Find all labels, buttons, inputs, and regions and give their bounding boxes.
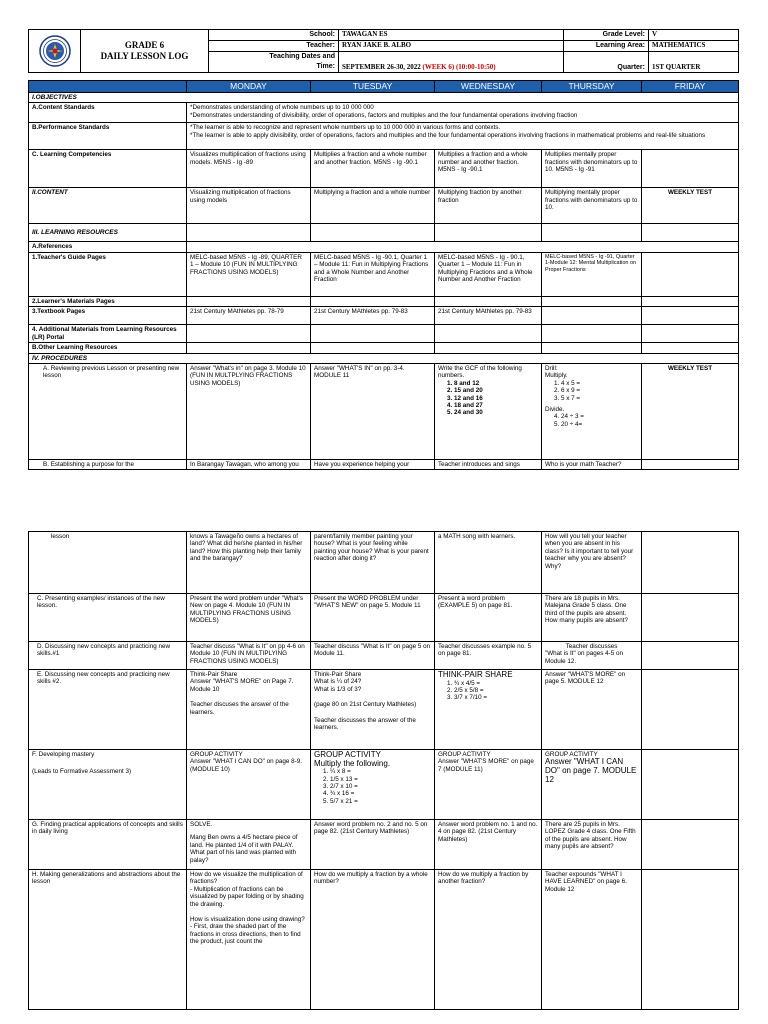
f-tue-item: 2. 1/5 x 13 = <box>330 776 431 783</box>
resources-cell-mon <box>187 224 311 242</box>
lm-tue <box>311 296 435 306</box>
dates-text: SEPTEMBER 26-30, 2022 <box>342 63 421 71</box>
day-monday: MONDAY <box>187 81 311 93</box>
e-tue-line1: Think-Pair Share <box>314 671 362 678</box>
multiply-item: 1. 4 x 5 = <box>561 380 638 387</box>
textbook-label: 3.Textbook Pages <box>29 307 187 325</box>
dates-week: (WEEK 6) (10:00-10:50) <box>422 63 496 71</box>
proc-h-friday <box>642 870 739 1010</box>
lm-wed <box>435 296 542 306</box>
lm-mon <box>187 296 311 306</box>
e-mon-line2: Answer "WHAT'S MORE" on Page 7. Module 10 <box>190 678 294 693</box>
dates-label-1: Teaching Dates and <box>209 52 339 63</box>
proc-a-wed-intro: Write the GCF of the following numbers. <box>438 365 522 380</box>
content-standard-1: *Demonstrates understanding of whole numbers up to 10 000 000 <box>190 104 374 112</box>
content-standards-label: A.Content Standards <box>29 103 187 123</box>
proc-f-friday <box>642 750 739 820</box>
f-label-1: F. Developing mastery <box>32 751 95 758</box>
learning-area-value: MATHEMATICS <box>649 41 739 52</box>
proc-d-thu-line2: "What is It" on pages 4-5 on Module 12. <box>545 650 623 665</box>
performance-standard-1: *The learner is able to recognize and represent whole numbers up to 10 000 000 in various forms and contexts. <box>190 124 501 132</box>
proc-b-label-top: B. Establishing a purpose for the <box>29 460 187 470</box>
multiply-list <box>545 380 638 402</box>
proc-f-tuesday <box>311 750 435 820</box>
proc-e-friday <box>642 670 739 750</box>
proc-f-label <box>29 750 187 820</box>
e-tue-line3: What is 1/3 of 3? <box>314 685 362 693</box>
proc-c-label: C. Presenting examples/ instances of the new lesson. <box>29 594 187 642</box>
proc-d-monday: Teacher discuss "What is It" on pp 4-6 on Module 10 (FUN IN MULTIPLYING FRACTIONS USING MODELS) <box>187 642 311 670</box>
day-tuesday: TUESDAY <box>311 81 435 93</box>
tb-tuesday: 21st Century MAthletes pp. 79-83 <box>311 307 435 325</box>
f-tue-line2: Multiply the following. <box>314 758 391 768</box>
proc-e-thursday: Answer "WHAT'S MORE" on page 5. MODULE 12 <box>542 670 642 750</box>
deped-seal-icon <box>39 35 71 67</box>
f-mon-line2: Answer "WHAT I CAN DO" on page 8-9. (MODULE 10) <box>190 758 303 773</box>
proc-e-tuesday <box>311 670 435 750</box>
proc-f-monday <box>187 750 311 820</box>
proc-b-tue-bottom: parent/family member painting your house? What is your feeling while painting your house? What is your parent reaction after doing it? <box>311 532 435 594</box>
performance-standards-value <box>187 123 739 150</box>
tg-friday <box>642 252 739 296</box>
other-fri <box>642 343 739 353</box>
teachers-guide-label: 1.Teacher's Guide Pages <box>29 252 187 296</box>
f-tue-item: 4. ¾ x 16 = <box>330 790 431 797</box>
multiply-item: 3. 5 x 7 = <box>561 395 638 402</box>
proc-b-wed-bottom: a MATH song with learners. <box>435 532 542 594</box>
f-thu-line2: Answer "WHAT I CAN DO" on page 7. MODULE 12 <box>545 757 637 784</box>
proc-c-friday <box>642 594 739 642</box>
day-friday: FRIDAY <box>642 81 739 93</box>
gcf-list <box>438 380 538 417</box>
grade-level-label: Grade Level: <box>564 30 649 41</box>
divide-item: 4. 24 ÷ 3 = <box>561 413 638 420</box>
h-mon-line4: - First, draw the shaded part of the fractions in cross directions, then to find the product, just count the <box>190 923 301 946</box>
day-wednesday: WEDNESDAY <box>435 81 542 93</box>
competency-tuesday: Multiplies a fraction and a whole number and another fraction. M5NS - Ig -90.1 <box>311 150 435 188</box>
proc-c-thursday: There are 18 pupils in Mrs. Malejana Grade 5 class. One third of the pupils are absent. How many pupils are absent? <box>542 594 642 642</box>
header-title-block <box>81 30 209 73</box>
additional-materials-label: 4. Additional Materials from Learning Resources (LR) Portal <box>29 325 187 343</box>
learners-materials-label: 2.Learner's Materials Pages <box>29 296 187 306</box>
proc-g-friday <box>642 820 739 870</box>
f-mon-line1: GROUP ACTIVITY <box>190 751 243 758</box>
tg-tuesday: MELC-based M5NS - Ig -90.1, Quarter 1 – Module 11: Fun in Multiplying Fractions and a Whole Number and Another Fraction <box>311 252 435 296</box>
e-tue-line4: (page 80 on 21st Century Mathletes) <box>314 701 417 709</box>
tb-fri <box>642 307 739 325</box>
competencies-label: C. Learning Competencies <box>29 150 187 188</box>
lm-thu <box>542 296 642 306</box>
e-wed-item: 1. ¾ x 4/5 = <box>454 680 538 687</box>
proc-g-label: G. Finding practical applications of concepts and skills in daily living <box>29 820 187 870</box>
multiply-item: 2. 6 x 9 = <box>561 387 638 394</box>
f-wed-line2: Answer "WHAT'S MORE" on page 7 (MODULE 11) <box>438 758 534 773</box>
proc-a-label: A. Reviewing previous Lesson or presenting new lesson <box>29 364 187 460</box>
content-wednesday: Multiplying fraction by another fraction <box>435 188 542 224</box>
add-tue <box>311 325 435 343</box>
content-standards-value <box>187 103 739 123</box>
day-header-row <box>29 81 739 93</box>
references-label: A.References <box>29 242 187 252</box>
proc-g-monday <box>187 820 311 870</box>
resources-cell-tue <box>311 224 435 242</box>
e-wed-line1: THINK-PAIR SHARE <box>438 670 513 679</box>
proc-a-tuesday: Answer "WHAT'S IN" on pp. 3-4. MODULE 11 <box>311 364 435 460</box>
gcf-item: 4. 18 and 27 <box>454 402 538 409</box>
proc-e-monday <box>187 670 311 750</box>
proc-c-wednesday: Present a word problem (EXAMPLE 5) on page 81. <box>435 594 542 642</box>
divide-list <box>545 413 638 428</box>
proc-f-wednesday <box>435 750 542 820</box>
content-friday: WEEKLY TEST <box>642 188 739 224</box>
add-thu <box>542 325 642 343</box>
teacher-value: RYAN JAKE B. ALBO <box>339 41 564 52</box>
proc-f-thursday <box>542 750 642 820</box>
f-tue-line1: GROUP ACTIVITY <box>314 750 381 759</box>
proc-e-wednesday <box>435 670 542 750</box>
proc-a-thursday <box>542 364 642 460</box>
proc-h-monday <box>187 870 311 1010</box>
f-label-2: (Leads to Formative Assessment 3) <box>32 768 132 776</box>
grade-level-value: V <box>649 30 739 41</box>
h-mon-line2: - Multiplication of fractions can be visualized by paper folding or by shading the drawing. <box>190 885 304 908</box>
proc-b-wed-top: Teacher introduces and sings <box>435 460 542 470</box>
f-tue-item: 5. 5/7 x 21 = <box>330 798 431 805</box>
proc-d-label: D. Discussing new concepts and practicing new skills.#1 <box>29 642 187 670</box>
learning-area-label: Learning Area: <box>564 41 649 52</box>
e-tue-line5: Teacher discusses the answer of the learners. <box>314 716 416 732</box>
f-tue-list <box>314 768 431 805</box>
school-label: School: <box>209 30 339 41</box>
proc-e-label: E. Discussing new concepts and practicing new skills #2. <box>29 670 187 750</box>
h-mon-line3: How is visualization done using drawing? <box>190 916 305 924</box>
divide-label: Divide. <box>545 406 565 414</box>
proc-d-thu-line1: Teacher discusses <box>565 643 618 650</box>
content-label: II.CONTENT <box>29 188 187 224</box>
dates-label-2: Time: <box>209 62 339 73</box>
g-mon-line1: SOLVE. <box>190 821 213 828</box>
f-tue-item: 3. 2/7 x 10 = <box>330 783 431 790</box>
e-wed-item: 3. 3/7 x 7/10 = <box>454 694 538 701</box>
day-header-blank <box>29 81 187 93</box>
proc-d-wednesday: Teacher discusses example no. 5 on page 81. <box>435 642 542 670</box>
e-wed-list <box>438 680 538 702</box>
grade-title: GRADE 6 <box>124 40 165 50</box>
proc-d-thursday <box>542 642 642 670</box>
competency-thursday: Multiplies mentally proper fractions with denominators up to 10. M5NS - Ig -91 <box>542 150 642 188</box>
proc-d-tuesday: Teacher discuss "What is It" on page 5 on Module 11. <box>311 642 435 670</box>
proc-h-label: H. Making generalizations and abstractions about the lesson <box>29 870 187 1010</box>
competency-monday: Visualizes multiplication of fractions using models. M5NS - Ig -89 <box>187 150 311 188</box>
proc-c-tuesday: Present the WORD PROBLEM under "WHAT'S NEW" on page 5. Module 11 <box>311 594 435 642</box>
resources-cell-thu <box>542 224 642 242</box>
f-wed-line1: GROUP ACTIVITY <box>438 751 491 758</box>
tb-monday: 21st Century MAthletes pp. 78-79 <box>187 307 311 325</box>
e-wed-item: 2. 2/5 x 5/8 = <box>454 687 538 694</box>
gcf-item: 5. 24 and 30 <box>454 409 538 416</box>
drill-label: Drill: <box>545 365 558 373</box>
quarter-label: Quarter: <box>564 52 649 73</box>
e-mon-line1: Think-Pair Share <box>190 671 238 678</box>
tg-monday: MELC-based M5NS - Ig -89, QUARTER 1 – Module 10 (FUN IN MULTIPLYING FRACTIONS USING MODELS) <box>187 252 311 296</box>
proc-b-fri-bottom <box>642 532 739 594</box>
resources-section: III. LEARNING RESOURCES <box>29 224 187 242</box>
tb-wednesday: 21st Century MAthletes pp. 79-83 <box>435 307 542 325</box>
g-mon-line2: Mang Ben owns a 4/5 hectare piece of land. He planted 1/4 of it with PALAY. What part of his land was planted with palay? <box>190 834 298 864</box>
proc-b-fri-top <box>642 460 739 470</box>
proc-a-wednesday <box>435 364 542 460</box>
proc-g-thursday: There are 25 pupils in Mrs. LOPEZ Grade 4 class. One Fifth of the pupils are absent. How many pupils are absent? <box>542 820 642 870</box>
other-wed <box>435 343 542 353</box>
school-value: TAWAGAN ES <box>339 30 564 41</box>
proc-a-monday: Answer "What's in" on page 3. Module 10 (FUN IN MULTPLYING FRACTIONS USING MODELS) <box>187 364 311 460</box>
proc-g-wednesday: Answer word problem no. 1 and no. 4 on page 82. (21st Century Mathletes) <box>435 820 542 870</box>
content-tuesday: Multiplying a fraction and a whole number <box>311 188 435 224</box>
resources-cell-fri <box>642 224 739 242</box>
proc-h-wednesday: How do we multiply a fraction by another fraction? <box>435 870 542 1010</box>
proc-b-thu-top: Who is your math Teacher? <box>542 460 642 470</box>
tg-wednesday: MELC-based M5NS - Ig - 90.1, Quarter 1 – Module 11: Fun in Multiplying Fractions and a Whole Number and Another Fraction <box>435 252 542 296</box>
performance-standard-2: *The learner is able to apply divisibility, order of operations, factors and multiples and the four fundamental operations involving fractions in mathematical problems and real-life situations <box>190 131 706 139</box>
add-fri <box>642 325 739 343</box>
competency-wednesday: Multiplies a fraction and a whole number and another fraction. M5NS - Ig -90.1 <box>435 150 542 188</box>
f-tue-item: 1. ¼ x 8 = <box>330 768 431 775</box>
proc-c-monday: Present the word problem under "What's New on page 4. Module 10 (FUN IN MULTIPLYING FRACTIONS USING MODELS) <box>187 594 311 642</box>
other-mon <box>187 343 311 353</box>
content-thursday: Multiplying mentally proper fractions with denominators up to 10. <box>542 188 642 224</box>
lm-fri <box>642 296 739 306</box>
teacher-label: Teacher: <box>209 41 339 52</box>
day-thursday: THURSDAY <box>542 81 642 93</box>
quarter-value: 1ST QUARTER <box>649 52 739 73</box>
lesson-table-page-1 <box>28 80 739 470</box>
add-wed <box>435 325 542 343</box>
gcf-item: 3. 12 and 16 <box>454 395 538 402</box>
tb-thu <box>542 307 642 325</box>
content-monday: Visualizing multiplication of fractions using models <box>187 188 311 224</box>
gcf-item: 2. 15 and 20 <box>454 387 538 394</box>
proc-g-tuesday: Answer word problem no. 2 and no. 5 on page 82. (21st Century Mathletes) <box>311 820 435 870</box>
f-thu-line1: GROUP ACTIVITY <box>545 751 598 758</box>
proc-h-tuesday: How do we multiply a fraction by a whole number? <box>311 870 435 1010</box>
proc-b-thu-bottom: How will you tell your teacher when you are absent in his class? Is it important to tell your teacher why you are absent?Why? <box>542 532 642 594</box>
references-value <box>187 242 739 252</box>
performance-standards-label: B.Performance Standards <box>29 123 187 150</box>
header-table <box>28 29 739 73</box>
e-mon-line3: Teacher discuses the answer of the learners. <box>190 701 289 716</box>
add-mon <box>187 325 311 343</box>
proc-b-mon-bottom: knows a Tawageño owns a hectares of land? What did he/she planted in his/her land? How this planting help their family and the barangay? <box>187 532 311 594</box>
e-tue-line2: What is ¼ of 24? <box>314 678 362 686</box>
proc-h-thursday: Teacher expounds "WHAT I HAVE LEARNED" on page 6. Module 12 <box>542 870 642 1010</box>
divide-item: 5. 20 ÷ 4= <box>561 421 638 428</box>
competency-friday <box>642 150 739 188</box>
proc-d-friday <box>642 642 739 670</box>
objectives-section: I.OBJECTIVES <box>29 93 739 103</box>
other-thu <box>542 343 642 353</box>
log-title: DAILY LESSON LOG <box>100 51 189 61</box>
tg-thursday: MELC-based M5NS - Ig -91, Quarter 1-Module 12: Mental Multiplication on Proper Fractions <box>542 252 642 296</box>
deped-seal <box>29 30 81 73</box>
multiply-label: Multiply. <box>545 372 568 380</box>
resources-cell-wed <box>435 224 542 242</box>
other-resources-label: B.Other Learning Resources <box>29 343 187 353</box>
lesson-table-page-2 <box>28 531 739 1010</box>
procedures-section: IV. PROCEDURES <box>29 353 739 363</box>
content-standard-2: *Demonstrates understanding of divisibility, order of operations, factors and multiples and the four fundamental operations involving fraction <box>190 111 578 119</box>
dates-value <box>339 52 564 73</box>
proc-b-tue-top: Have you experience helping your <box>311 460 435 470</box>
proc-a-friday: WEEKLY TEST <box>642 364 739 460</box>
proc-b-mon-top: In Barangay Tawagan, who among you <box>187 460 311 470</box>
other-tue <box>311 343 435 353</box>
proc-b-label-bottom: lesson <box>29 532 187 594</box>
h-mon-line1: How do we visualize the multiplication of fractions? <box>190 871 303 886</box>
gcf-item: 1. 8 and 12 <box>454 380 538 387</box>
